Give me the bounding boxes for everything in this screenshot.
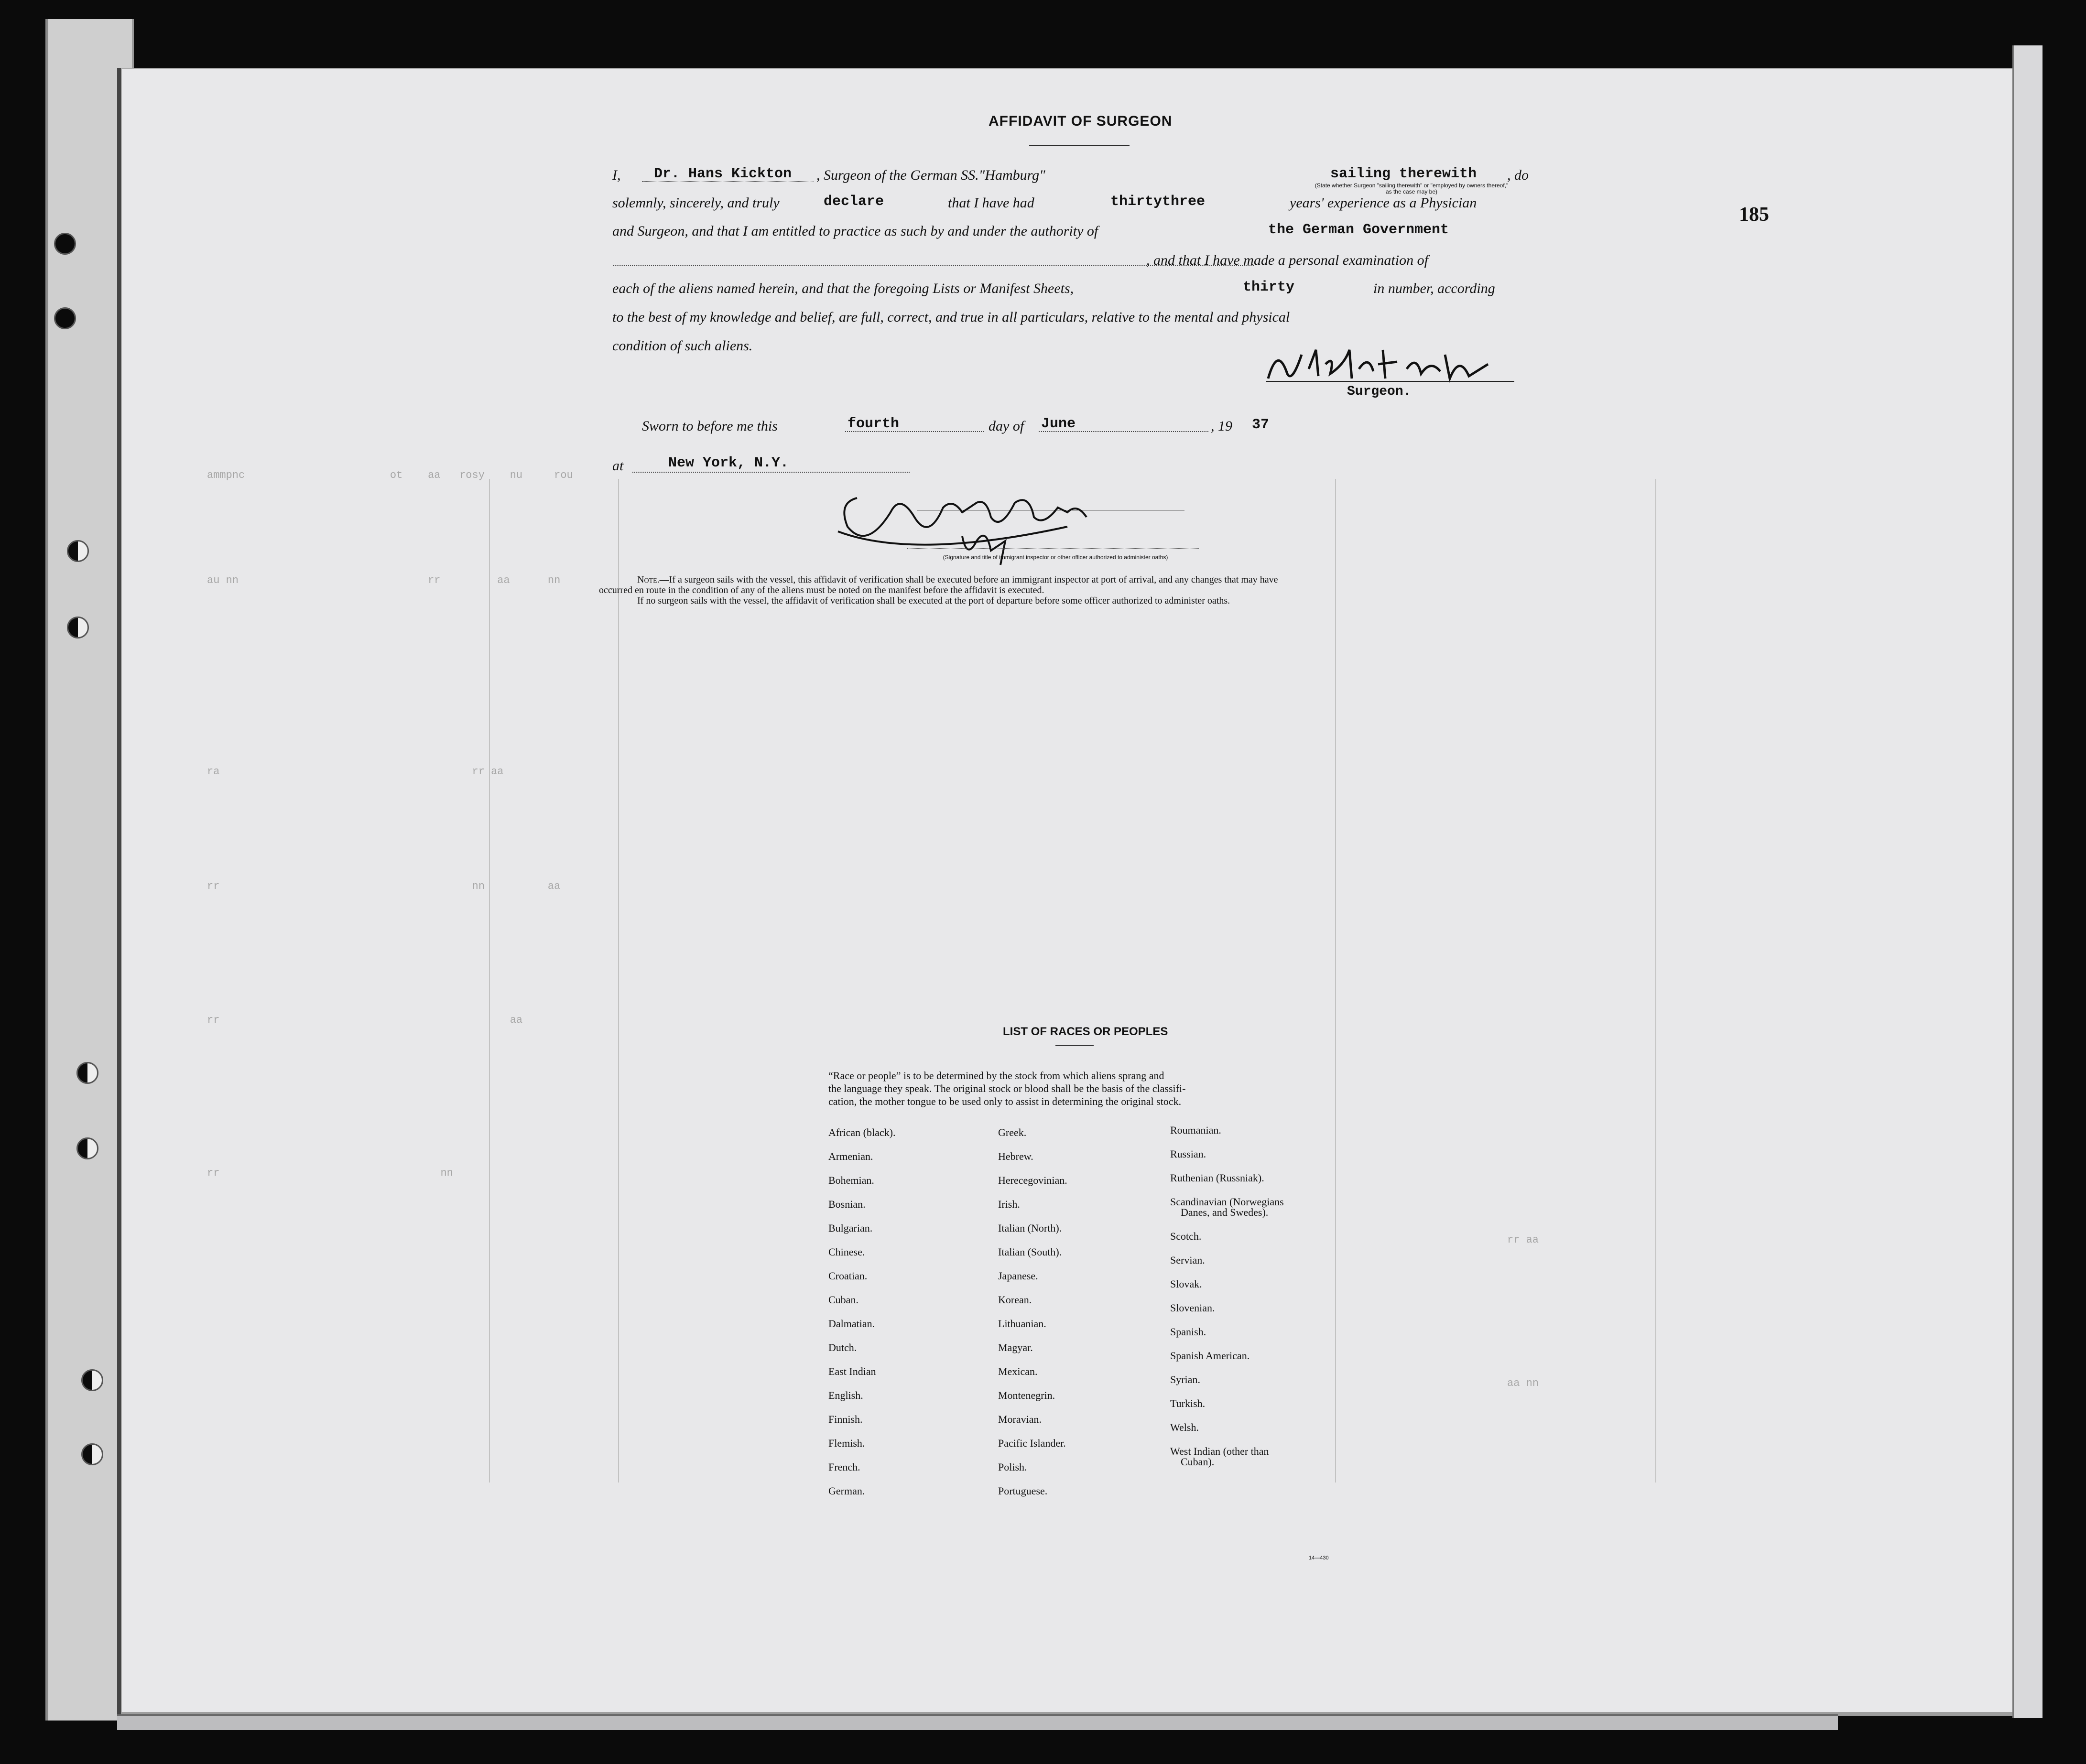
note-text2: occurred en route in the condition of any of the aliens must be noted on the manifest before the affidavit is executed. [599, 585, 1044, 595]
race-item: Irish. [998, 1198, 1020, 1210]
punch-hole [76, 1137, 98, 1159]
note-label: Note. [637, 574, 660, 585]
surgeon-name: Dr. Hans Kickton [654, 166, 792, 182]
races-intro-line3: cation, the mother tongue to be used only to assist in determining the original stock. [828, 1095, 1182, 1107]
page-edge-bottom [117, 1714, 1838, 1730]
sailing-status: sailing therewith [1330, 166, 1477, 182]
race-item: Flemish. [828, 1437, 865, 1449]
declare-value: declare [824, 194, 884, 210]
form-code: 14—430 [1309, 1555, 1329, 1561]
race-item: Russian. [1170, 1148, 1206, 1160]
line2-post: years' experience as a Physician [1290, 195, 1477, 211]
punch-hole [81, 1369, 103, 1391]
race-item: Slovak. [1170, 1278, 1202, 1290]
race-item: Japanese. [998, 1270, 1038, 1282]
race-item: Cuban). [1181, 1456, 1215, 1468]
race-item: Moravian. [998, 1413, 1042, 1425]
race-item: Slovenian. [1170, 1302, 1215, 1314]
race-item: Spanish. [1170, 1326, 1206, 1338]
sworn-year-prefix: , 19 [1211, 418, 1232, 434]
race-item: Armenian. [828, 1150, 873, 1162]
punch-hole [67, 617, 89, 639]
column-rule [1335, 479, 1336, 1483]
inspector-caption: (Signature and title of immigrant inspector or other officer authorized to administer oaths) [943, 554, 1168, 561]
punch-hole [81, 1443, 103, 1465]
race-item: Bosnian. [828, 1198, 866, 1210]
punch-hole [67, 540, 89, 562]
race-item: Korean. [998, 1294, 1032, 1306]
race-item: Hebrew. [998, 1150, 1033, 1162]
line4: , and that I have made a personal examination of [1146, 252, 1428, 268]
column-rule [1655, 479, 1656, 1483]
race-item: Roumanian. [1170, 1124, 1221, 1136]
races-intro-line1: “Race or people” is to be determined by the stock from which aliens sprang and [828, 1070, 1164, 1082]
race-item: Pacific Islander. [998, 1437, 1066, 1449]
race-item: Spanish American. [1170, 1350, 1250, 1362]
line5-pre: each of the aliens named herein, and that the foregoing Lists or Manifest Sheets, [612, 281, 1074, 296]
race-item: Danes, and Swedes). [1181, 1206, 1269, 1218]
race-item: Servian. [1170, 1254, 1205, 1266]
punch-hole [54, 233, 76, 255]
title-underline [1029, 145, 1130, 146]
race-item: Welsh. [1170, 1421, 1199, 1433]
race-item: Herecegovinian. [998, 1174, 1067, 1186]
race-item: Turkish. [1170, 1397, 1206, 1409]
fill-line [845, 431, 984, 432]
sworn-mid: day of [989, 418, 1024, 434]
column-rule [489, 479, 490, 1483]
race-item: Cuban. [828, 1294, 858, 1306]
race-item: Polish. [998, 1461, 1027, 1473]
line1-mid: , Surgeon of the German SS."Hamburg" [816, 167, 1045, 183]
race-item: Dalmatian. [828, 1318, 875, 1330]
column-rule [618, 479, 619, 1483]
at-pre: at [612, 458, 624, 474]
line7: condition of such aliens. [612, 338, 753, 354]
race-item: Montenegrin. [998, 1389, 1055, 1401]
race-item: Croatian. [828, 1270, 868, 1282]
years-value: thirtythree [1110, 194, 1206, 210]
race-item: East Indian [828, 1365, 876, 1377]
races-title: LIST OF RACES OR PEOPLES [1003, 1025, 1168, 1038]
race-item: Mexican. [998, 1365, 1038, 1377]
sailing-note: (State whether Surgeon "sailing therewith" or "employed by owners thereof," as the case may be) [1315, 182, 1509, 195]
punch-hole [76, 1062, 98, 1084]
race-item: Finnish. [828, 1413, 863, 1425]
race-item: African (black). [828, 1126, 896, 1138]
races-intro-line2: the language they speak. The original stock or blood shall be the basis of the classifi- [828, 1082, 1186, 1094]
manifest-page: ammpnc ot aa rosy nu rou au nn rr aa nn ra rr aa rr nn aa rr aa rr nn rr aa aa nn 185 AFFIDAVIT OF SURGEON I, Dr. Hans Kickton , Surgeon of the German SS."Hamburg" sailing therewith , do (State whether Surgeon "sailing therewith" or "employed by owners thereof," as the case may be) solemnly, sincerely, and truly declare that I have had thirtythree years' experience as a Physician and Surgeon, and that I am entitled to practice as such by and under the authority of the German Government , and that I have made a personal examination of each of the aliens named herein, and that the foregoing Lists or Manifest Sheets, thirty in number, according to the best of my knowledge and belief, are full, correct, and true in all particulars, relative to the mental and physical condition of such aliens. Surgeon. Sworn to before me this fourth day of June , 19 37 at New York, N.Y. (Signature and title of immigrant inspector or other officer authorized to administer oaths) Note.—If a surgeon sails with the vessel, this affidavit of verification shall be executed before an immigrant inspector at port of arrival, and any changes that may have occurred en route in the condition of any of the aliens must be noted on the manifest before the affidavit is executed. If no surgeon sails with the vessel, the affidavit of verification shall be executed at the port of departure before some officer authorized to administer oaths. LIST OF RACES OR PEOPLES “Race or people” is to be determined by the stock from which aliens sprang and the language they speak. The original stock or blood shall be the basis of the classifi- cation, the mother tongue to be used only to assist in determining the original stock. African (black). Armenian. Bohemian. Bosnian. Bulgarian. Chinese. Croatian. Cuban. Dalmatian. Dutch. East Indian English. Finnish. Flemish. French. German. Greek. Hebrew. Herecegovinian. Irish. Italian (North). Italian (South). Japanese. Korean. Lithuanian. Magyar. Mexican. Montenegrin. Moravian. Pacific Islander. Polish. Portuguese. Roumanian. Russian. Ruthenian (Russniak). Scandinavian (Norwegians Danes, and Swedes). Scotch. Servian. Slovak. Slovenian. Spanish. Spanish American. Syrian. Turkish. Welsh. West Indian (other than Cuban). 14—430 [117, 68, 2016, 1714]
page-edge-right [2012, 45, 2043, 1718]
sworn-pre: Sworn to before me this [642, 418, 778, 434]
race-item: Scandinavian (Norwegians [1170, 1196, 1284, 1208]
line1-post: , do [1507, 167, 1529, 183]
race-item: English. [828, 1389, 863, 1401]
note-line1 [637, 574, 1278, 585]
race-item: Bulgarian. [828, 1222, 873, 1234]
race-item: Italian (North). [998, 1222, 1062, 1234]
surgeon-signature-line [1266, 381, 1514, 382]
race-item: Magyar. [998, 1342, 1033, 1353]
line2-mid: that I have had [948, 195, 1034, 211]
race-item: Syrian. [1170, 1374, 1200, 1385]
line1-pre: I, [612, 167, 621, 183]
fill-line [1039, 431, 1208, 432]
fill-line [632, 472, 910, 473]
sworn-month: June [1041, 416, 1076, 432]
sheets-count: thirty [1243, 279, 1295, 295]
race-item: Scotch. [1170, 1230, 1202, 1242]
note-text1: —If a surgeon sails with the vessel, this affidavit of verification shall be executed before an immigrant inspector at port of arrival, and any changes that may have [659, 574, 1278, 585]
race-item: Bohemian. [828, 1174, 874, 1186]
race-item: Greek. [998, 1126, 1027, 1138]
authority-value: the German Government [1268, 222, 1449, 238]
affidavit-title: AFFIDAVIT OF SURGEON [989, 113, 1173, 129]
race-item: French. [828, 1461, 860, 1473]
sworn-year: 37 [1252, 417, 1270, 433]
page-number: 185 [1739, 204, 1769, 226]
race-item: Portuguese. [998, 1485, 1048, 1497]
inspector-title-line [907, 548, 1199, 549]
line6: to the best of my knowledge and belief, are full, correct, and true in all particulars, relative to the mental and physical [612, 309, 1290, 325]
race-item: Ruthenian (Russniak). [1170, 1172, 1264, 1184]
line5-post: in number, according [1373, 281, 1495, 296]
race-item: Italian (South). [998, 1246, 1062, 1258]
race-item: German. [828, 1485, 865, 1497]
race-item: West Indian (other than [1170, 1445, 1269, 1457]
race-item: Lithuanian. [998, 1318, 1046, 1330]
race-item: Chinese. [828, 1246, 865, 1258]
sworn-day: fourth [847, 416, 900, 432]
line3-pre: and Surgeon, and that I am entitled to practice as such by and under the authority of [612, 223, 1098, 239]
race-item: Dutch. [828, 1342, 857, 1353]
note-text3: If no surgeon sails with the vessel, the affidavit of verification shall be executed at the port of departure before some officer authorized to administer oaths. [637, 595, 1230, 606]
punch-hole [54, 307, 76, 329]
races-title-underline [1055, 1045, 1094, 1046]
fill-line [642, 181, 814, 183]
line2-pre: solemnly, sincerely, and truly [612, 195, 780, 211]
sworn-place: New York, N.Y. [668, 455, 789, 471]
surgeon-label: Surgeon. [1347, 384, 1412, 399]
